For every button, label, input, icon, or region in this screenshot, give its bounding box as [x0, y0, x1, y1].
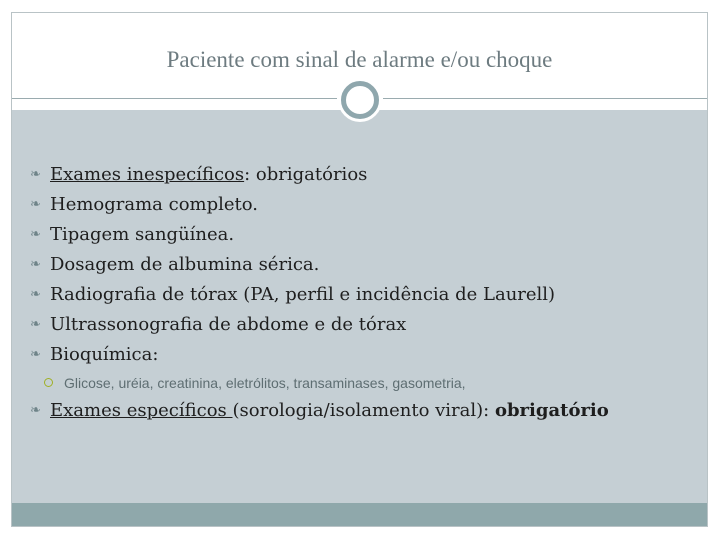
content-area: [12, 110, 707, 503]
slide-title: Paciente com sinal de alarme e/ou choque: [166, 47, 553, 72]
bullet-icon: ❧: [30, 403, 41, 418]
list-item: ❧ Bioquímica:: [42, 340, 609, 370]
list-item: ❧ Exames inespecíficos: obrigatórios: [42, 160, 609, 190]
list-item: ❧ Ultrassonografia de abdome e de tórax: [42, 310, 609, 340]
bullet-icon: ❧: [30, 317, 41, 332]
bullet-icon: ❧: [30, 197, 41, 212]
bullet-icon: ❧: [30, 167, 41, 182]
title-divider-left: [12, 98, 337, 99]
list-item: ❧ Tipagem sangüínea.: [42, 220, 609, 250]
sub-list-item: Glicose, uréia, creatinina, eletrólitos, transaminases, gasometria,: [42, 370, 609, 396]
list-item: ❧ Exames específicos (sorologia/isolamento viral): obrigatório: [42, 396, 609, 426]
footer-bar: [12, 503, 707, 526]
bullet-icon: ❧: [30, 257, 41, 272]
list-item: ❧ Dosagem de albumina sérica.: [42, 250, 609, 280]
title-divider-right: [383, 98, 707, 99]
circle-bullet-icon: [44, 378, 53, 387]
bullet-icon: ❧: [30, 287, 41, 302]
bullet-list: [30, 160, 609, 426]
divider-ring-icon: [338, 78, 382, 122]
list-item: ❧ Hemograma completo.: [42, 190, 609, 220]
list-item: ❧ Radiografia de tórax (PA, perfil e incidência de Laurell): [42, 280, 609, 310]
bullet-icon: ❧: [30, 227, 41, 242]
bullet-icon: ❧: [30, 347, 41, 362]
